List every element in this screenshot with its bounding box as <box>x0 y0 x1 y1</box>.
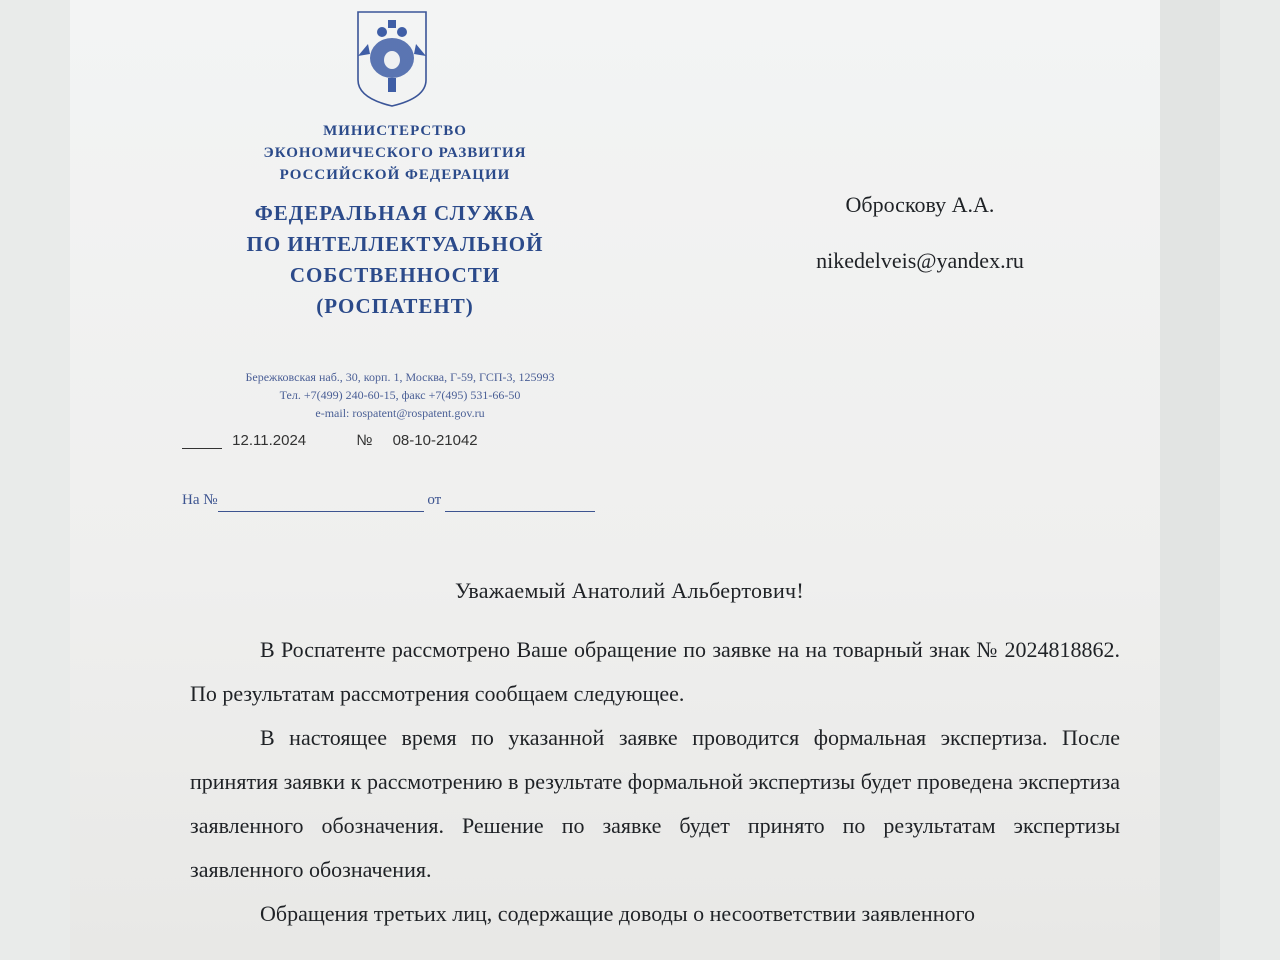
letter-page <box>70 0 1220 960</box>
reference-line <box>182 492 595 512</box>
page-edge <box>1160 0 1220 960</box>
address-line: Бережковская наб., 30, корп. 1, Москва, Г-59, ГСП-3, 125993 <box>245 370 555 384</box>
service-line: (РОСПАТЕНТ) <box>316 294 474 318</box>
registration-number: 08-10-21042 <box>392 432 478 449</box>
reference-from: от <box>427 492 442 508</box>
recipient-name: Оброскову А.А. <box>845 192 995 217</box>
registration-date: 12.11.2024 <box>232 432 307 449</box>
ministry-name <box>220 120 570 186</box>
letter-body <box>190 628 1120 936</box>
paragraph: В Роспатенте рассмотрено Ваше обращение по заявке на на товарный знак № 2024818862. По результатам рассмотрения сообщаем следующее. <box>190 637 1120 706</box>
ministry-line: ЭКОНОМИЧЕСКОГО РАЗВИТИЯ <box>263 145 527 161</box>
paragraph: В настоящее время по указанной заявке проводится формальная экспертиза. После принятия заявки к рассмотрению в результате формальной экспертизы будет проведена экспертиза заявленного обозначения. Решение по заявке будет принято по результатам экспертизы заявленного обозначения. <box>190 725 1120 882</box>
ministry-line: МИНИСТЕРСТВО <box>323 123 467 139</box>
ministry-line: РОССИЙСКОЙ ФЕДЕРАЦИИ <box>279 167 511 183</box>
letterhead-contacts <box>170 368 630 422</box>
phones-line: Тел. +7(499) 240-60-15, факс +7(495) 531-66-50 <box>279 388 521 402</box>
service-line: ПО ИНТЕЛЛЕКТУАЛЬНОЙ <box>246 232 544 256</box>
service-line: СОБСТВЕННОСТИ <box>289 263 501 287</box>
paragraph: Обращения третьих лиц, содержащие доводы о несоответствии заявленного <box>260 901 975 926</box>
reference-date-blank <box>445 494 595 512</box>
blank-field <box>182 448 222 449</box>
service-line: ФЕДЕРАЛЬНАЯ СЛУЖБА <box>254 201 536 225</box>
greeting: Уважаемый Анатолий Альбертович! <box>455 578 805 603</box>
reference-prefix: На № <box>182 492 218 508</box>
coat-of-arms-emblem-icon <box>354 8 430 108</box>
service-name <box>220 198 570 322</box>
reference-number-blank <box>218 494 424 512</box>
number-sign: № <box>356 432 373 449</box>
email-line: e-mail: rospatent@rospatent.gov.ru <box>315 406 485 420</box>
recipient-email: nikedelveis@yandex.ru <box>816 248 1024 273</box>
registration-line <box>182 432 478 449</box>
